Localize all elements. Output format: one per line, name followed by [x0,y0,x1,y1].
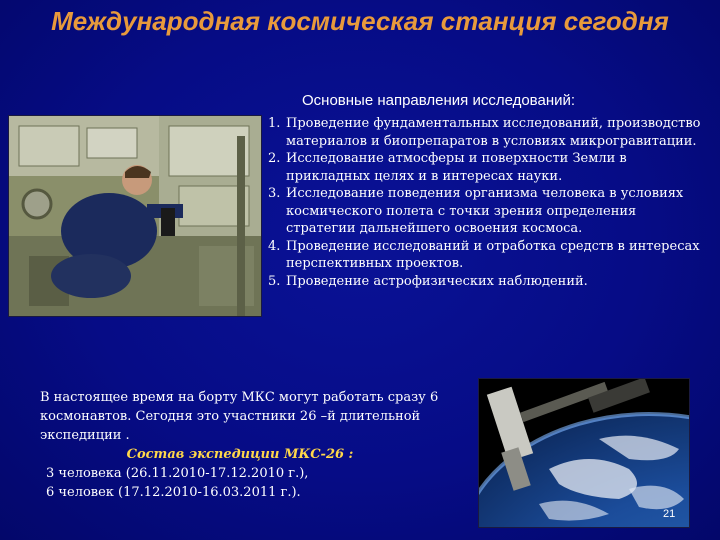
list-item [268,238,708,273]
research-list [268,115,708,290]
list-item [268,273,708,291]
item-text: Проведение астрофизических наблюдений. [286,273,588,289]
crew-info [40,388,460,502]
list-item [268,185,708,238]
list-item [268,115,708,150]
list-item [268,150,708,185]
crew-period: 6 человек (17.12.2010-16.03.2011 г.). [46,485,301,500]
page-number: 21 [663,508,676,520]
item-text: Исследование атмосферы и поверхности Земли в прикладных целях и в интересах науки. [286,151,627,184]
slide-title: Международная космическая станция сегодня [51,6,669,36]
crew-period: 3 человека (26.11.2010-17.12.2010 г.), [46,466,309,481]
item-text: Проведение исследований и отработка средств в интересах перспективных проектов. [286,238,700,271]
item-number: 5. [268,273,281,289]
iss-interior-photo [8,115,262,317]
item-text: Проведение фундаментальных исследований, производство материалов и биопрепаратов в условиях микрогравитации. [286,116,701,149]
earth-orbit-photo [478,378,690,528]
crew-intro: В настоящее время на борту МКС могут работать сразу 6 космонавтов. Сегодня это участники 26 –й длительной экспедиции . [40,390,439,443]
crew-heading: Состав экспедиции МКС-26 : [126,447,354,462]
item-number: 3. [268,186,281,201]
item-number: 2. [268,151,281,166]
research-subheading: Основные направления исследований: [302,92,576,109]
item-number: 4. [268,238,281,254]
item-number: 1. [268,116,281,131]
item-text: Исследование поведения организма человека в условиях космического полета с точки зрения определения стратегии дальнейшего освоения космоса. [286,186,684,236]
